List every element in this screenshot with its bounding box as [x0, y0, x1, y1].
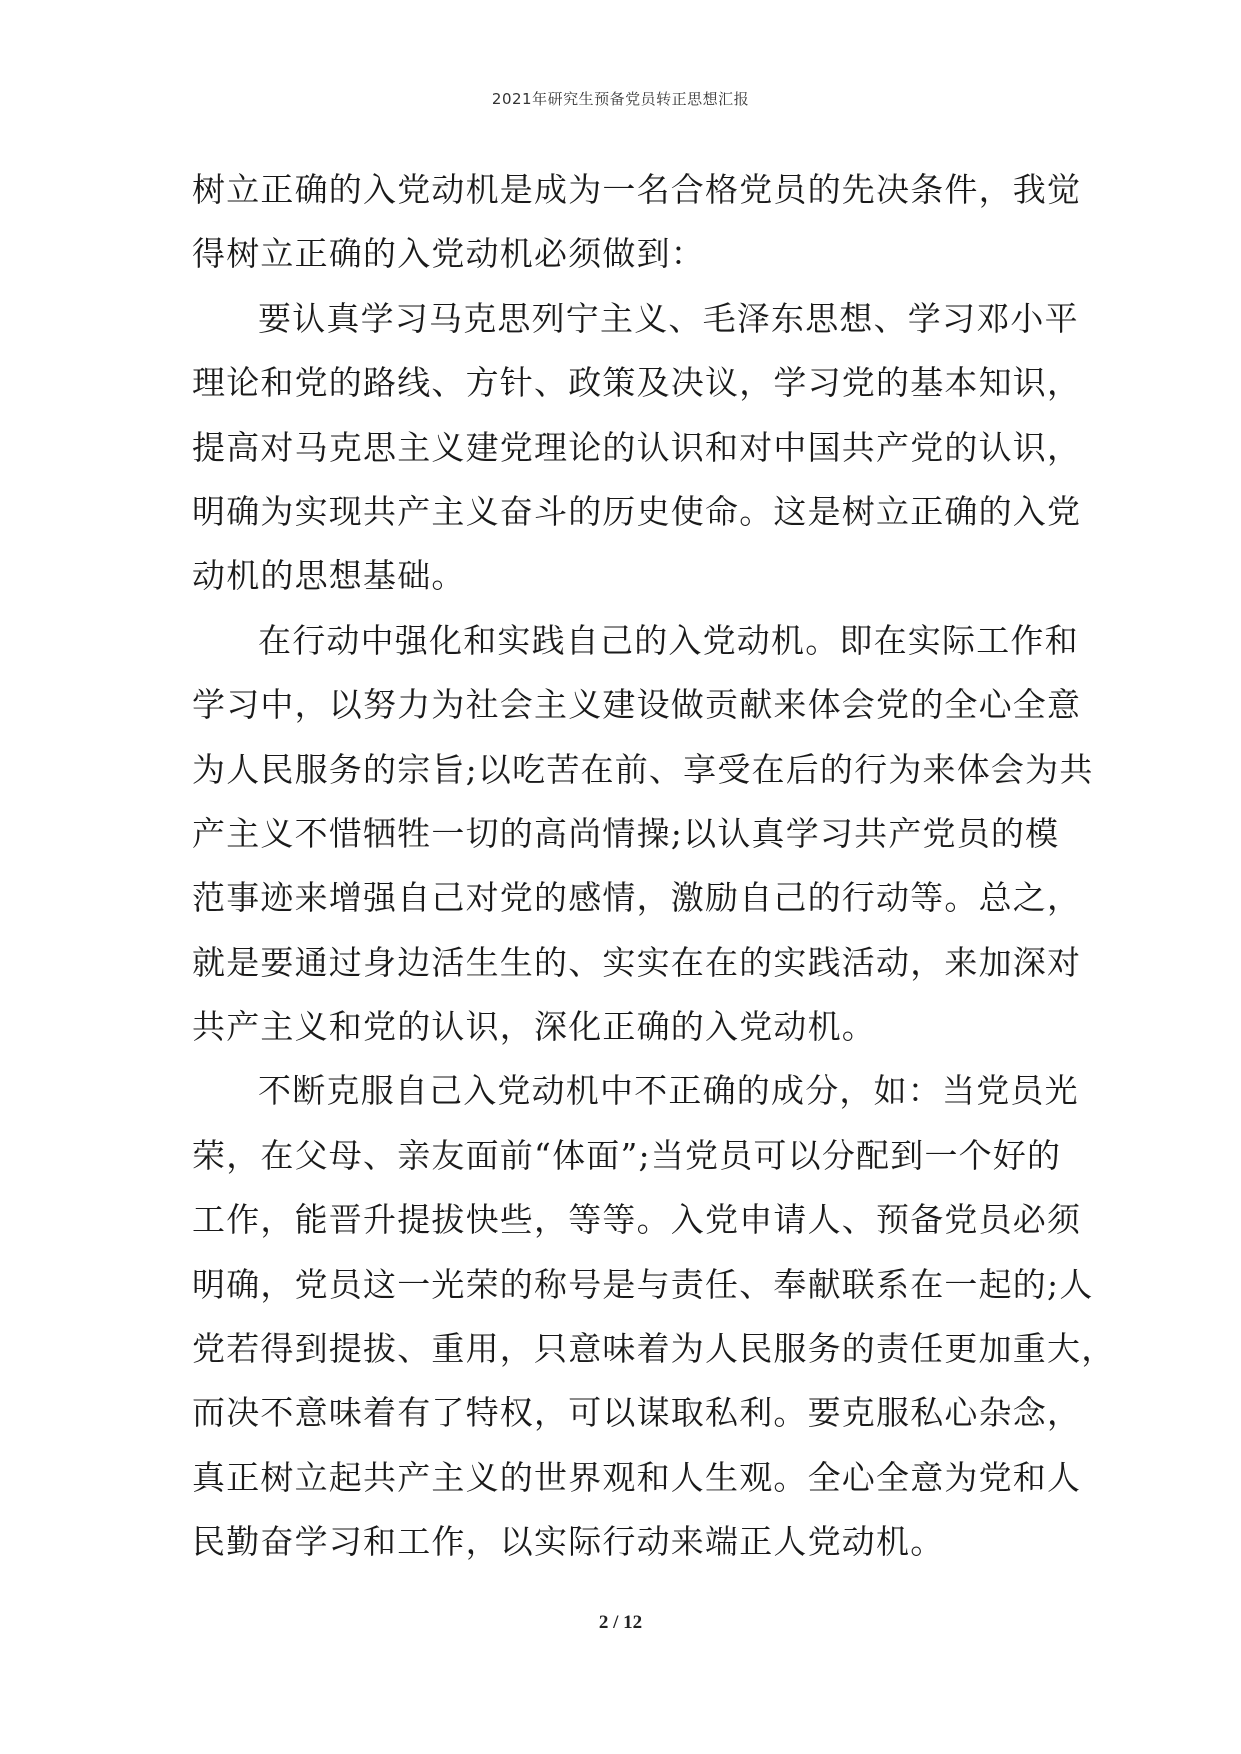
body-line: 民勤奋学习和工作，以实际行动来端正人党动机。 — [192, 1522, 945, 1562]
paragraph-first-line: 在行动中强化和实践自己的入党动机。即在实际工作和 — [258, 620, 1079, 660]
body-line: 明确为实现共产主义奋斗的历史使命。这是树立正确的入党 — [192, 491, 1082, 531]
body-line: 提高对马克思主义建党理论的认识和对中国共产党的认识， — [192, 427, 1082, 467]
body-line: 产主义不惜牺牲一切的高尚情操;以认真学习共产党员的模 — [192, 813, 1060, 853]
body-line: 为人民服务的宗旨;以吃苦在前、享受在后的行为来体会为共 — [192, 749, 1094, 789]
document-body — [192, 158, 1116, 1575]
page-number: 2 / 12 — [598, 1612, 643, 1633]
body-line: 就是要通过身边活生生的、实实在在的实践活动，来加深对 — [192, 942, 1082, 982]
body-line: 明确，党员这一光荣的称号是与责任、奉献联系在一起的;人 — [192, 1264, 1094, 1304]
body-line: 得树立正确的入党动机必须做到： — [192, 234, 705, 274]
paragraph-first-line: 不断克服自己入党动机中不正确的成分，如：当党员光 — [258, 1071, 1079, 1111]
body-line: 范事迹来增强自己对党的感情，激励自己的行动等。总之， — [192, 878, 1082, 918]
body-line: 学习中，以努力为社会主义建设做贡献来体会党的全心全意 — [192, 685, 1082, 725]
body-line: 树立正确的入党动机是成为一名合格党员的先决条件，我觉 — [192, 170, 1082, 209]
body-line: 动机的思想基础。 — [192, 556, 466, 596]
page-header: 2021年研究生预备党员转正思想汇报 — [491, 90, 750, 108]
body-line: 共产主义和党的认识，深化正确的入党动机。 — [192, 1007, 876, 1047]
body-line: 工作，能晋升提拔快些，等等。入党申请人、预备党员必须 — [192, 1200, 1082, 1240]
body-line: 理论和党的路线、方针、政策及决议，学习党的基本知识， — [192, 363, 1082, 403]
body-line: 而决不意味着有了特权，可以谋取私利。要克服私心杂念， — [192, 1393, 1082, 1433]
body-line: 党若得到提拔、重用，只意味着为人民服务的责任更加重大， — [192, 1329, 1116, 1369]
body-line: 荣，在父母、亲友面前“体面”;当党员可以分配到一个好的 — [192, 1135, 1062, 1175]
paragraph-first-line: 要认真学习马克思列宁主义、毛泽东思想、学习邓小平 — [258, 298, 1079, 338]
body-line: 真正树立起共产主义的世界观和人生观。全心全意为党和人 — [192, 1457, 1082, 1497]
